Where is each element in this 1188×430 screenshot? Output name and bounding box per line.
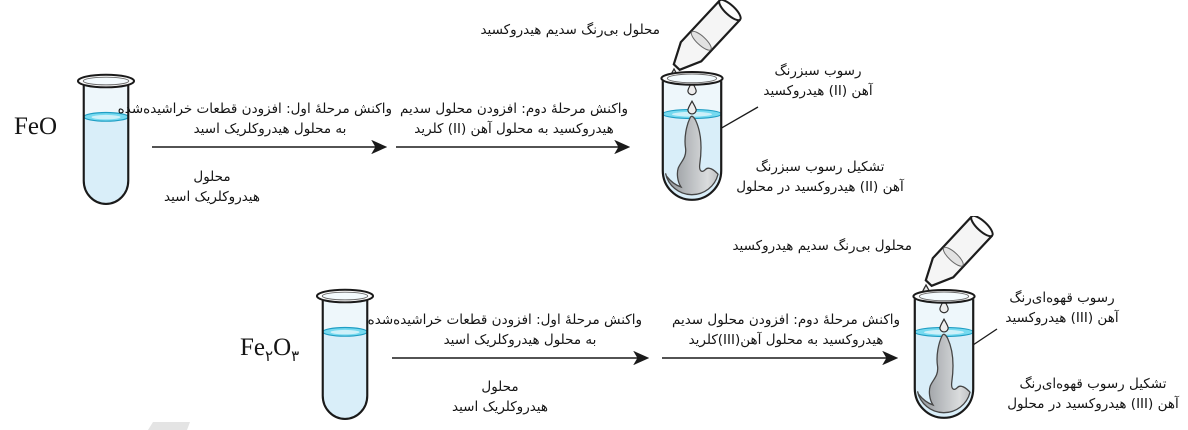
step1-line1: واکنش مرحلۀ اول: افزودن قطعات خراشیده‌شده bbox=[117, 101, 392, 117]
precipitate-line2: آهن (III) هیدروکسید bbox=[1005, 310, 1119, 326]
formula-sub1: ۲ bbox=[265, 347, 274, 365]
test-tube-precipitate-row1 bbox=[650, 70, 734, 210]
test-tube-acid-row2 bbox=[315, 287, 375, 428]
step2-arrow-label-row1 bbox=[396, 99, 632, 139]
formula-sub2: ۳ bbox=[291, 347, 300, 365]
step1-line1: واکنش مرحلۀ اول: افزودن قطعات خراشیده‌شده bbox=[367, 312, 642, 328]
reactant-formula-fe2o3 bbox=[240, 334, 300, 365]
result-line2: آهن (III) هیدروکسید در محلول bbox=[1007, 396, 1179, 412]
tube-rim-inner bbox=[83, 77, 128, 85]
step1-line2: به محلول هیدروکلریک اسید bbox=[443, 332, 597, 348]
precipitate-line1: رسوب سبزرنگ bbox=[774, 63, 862, 79]
tube-rim-inner bbox=[667, 74, 716, 83]
result-line1: تشکیل رسوب قهوه‌ای‌رنگ bbox=[1019, 376, 1167, 392]
step2-arrow-label-row2 bbox=[668, 310, 904, 350]
step1-arrow-label-row1 bbox=[117, 99, 392, 139]
result-line1: تشکیل رسوب سبزرنگ bbox=[755, 159, 885, 175]
formula-base2: O bbox=[273, 334, 292, 361]
test-tube-precipitate-row2 bbox=[902, 288, 986, 428]
acid-label-row2 bbox=[446, 377, 554, 417]
tube-rim-inner bbox=[322, 292, 367, 300]
step2-line1: واکنش مرحلۀ دوم: افزودن محلول سدیم bbox=[671, 312, 901, 328]
test-tube-acid-row1 bbox=[76, 72, 136, 213]
watermark-fragment bbox=[148, 422, 190, 430]
acid-label-row1 bbox=[158, 167, 266, 207]
step1-line2: به محلول هیدروکلریک اسید bbox=[193, 121, 347, 137]
dropper-label-row2 bbox=[728, 236, 912, 256]
result-line2: آهن (II) هیدروکسید در محلول bbox=[736, 179, 904, 195]
result-label-row1 bbox=[727, 157, 913, 197]
acid-line2: هیدروکلریک اسید bbox=[451, 399, 549, 415]
acid-line2: هیدروکلریک اسید bbox=[163, 189, 261, 205]
step2-line2: هیدروکسید به محلول آهن(III)کلرید bbox=[688, 332, 884, 348]
dropper-label-text: محلول بی‌رنگ سدیم هیدروکسید bbox=[732, 238, 912, 254]
dropper-label-text: محلول بی‌رنگ سدیم هیدروکسید bbox=[480, 22, 660, 38]
step2-line2: هیدروکسید به محلول آهن (II) کلرید bbox=[414, 121, 614, 137]
surface-highlight bbox=[91, 115, 120, 119]
tube-liquid bbox=[323, 332, 368, 419]
step2-line1: واکنش مرحلۀ دوم: افزودن محلول سدیم bbox=[399, 101, 629, 117]
tube-liquid bbox=[84, 117, 129, 204]
step1-arrow-label-row2 bbox=[367, 310, 642, 350]
formula-base1: Fe bbox=[240, 334, 265, 361]
precipitate-label-row2 bbox=[986, 288, 1138, 328]
dropper-label-row1 bbox=[468, 20, 660, 40]
precipitate-line2: آهن (II) هیدروکسید bbox=[763, 83, 873, 99]
precipitate-line1: رسوب قهوه‌ای‌رنگ bbox=[1009, 290, 1115, 306]
tube-rim-inner bbox=[919, 292, 968, 301]
acid-line1: محلول bbox=[193, 169, 231, 185]
surface-highlight bbox=[330, 330, 359, 334]
acid-line1: محلول bbox=[481, 379, 519, 395]
result-label-row2 bbox=[995, 374, 1188, 414]
reactant-formula-feo: FeO bbox=[14, 113, 58, 140]
precipitate-label-row1 bbox=[748, 61, 888, 101]
